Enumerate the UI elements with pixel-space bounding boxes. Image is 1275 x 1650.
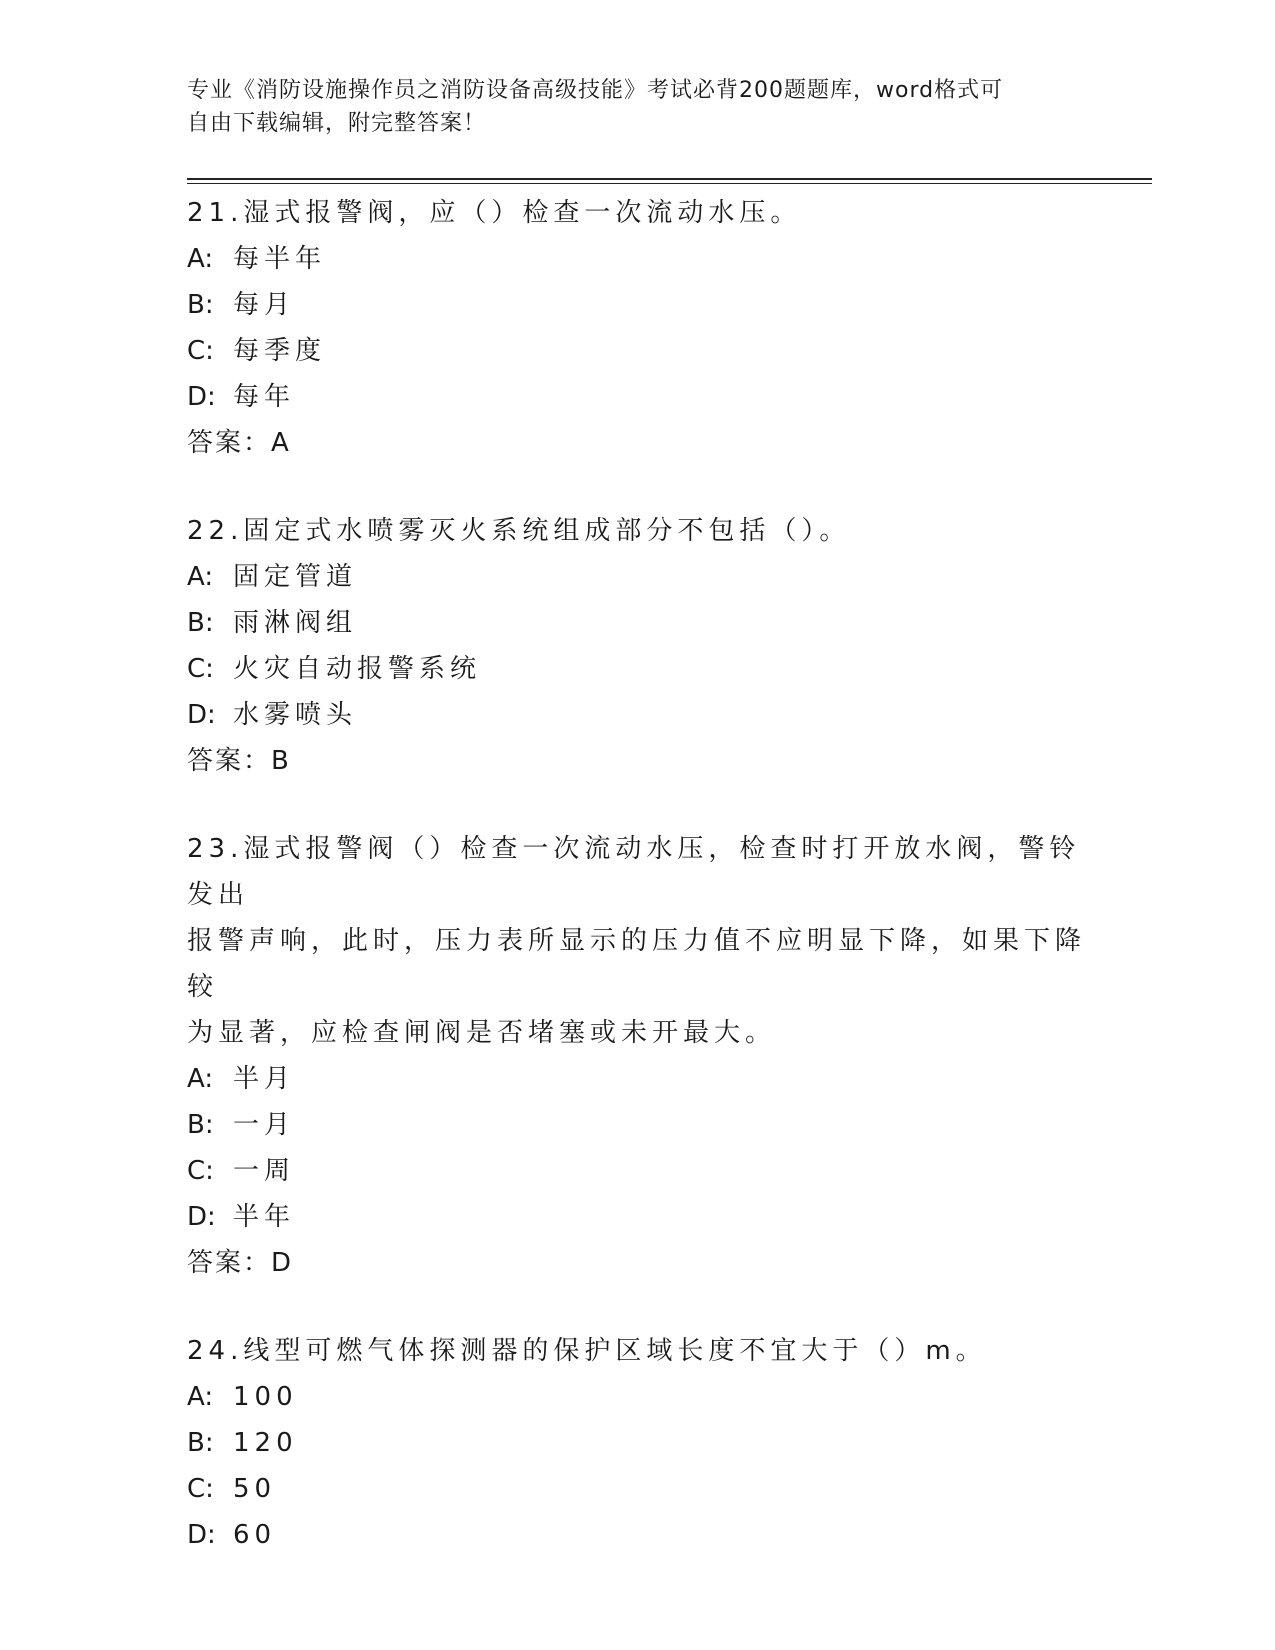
question-21: [187, 190, 1087, 466]
option-a: [187, 1056, 1087, 1102]
option-key: A:: [187, 562, 214, 592]
question-stem-line-1: 23.湿式报警阀（）检查一次流动水压，检查时打开放水阀，警铃发出: [187, 834, 1081, 910]
option-key: C:: [187, 1474, 214, 1504]
option-c: [187, 1148, 1087, 1194]
option-a: [187, 1374, 1087, 1420]
question-stem: 21.湿式报警阀，应（）检查一次流动水压。: [187, 198, 802, 228]
option-key: D:: [187, 1520, 216, 1550]
question-stem-line-2: 报警声响，此时，压力表所显示的压力值不应明显下降，如果下降较: [187, 926, 1087, 1002]
option-key: D:: [187, 382, 216, 412]
option-text: 一月: [233, 1110, 296, 1140]
option-d: [187, 1194, 1087, 1240]
answer-line: 答案：D: [187, 1248, 294, 1278]
option-text: 每季度: [233, 336, 327, 366]
option-text: 水雾喷头: [233, 700, 358, 730]
option-text: 一周: [233, 1156, 296, 1186]
option-key: B:: [187, 290, 214, 320]
option-text: 每月: [233, 290, 296, 320]
option-text: 每年: [233, 382, 296, 412]
question-23: [187, 826, 1087, 1286]
option-a: [187, 554, 1087, 600]
header-line-2: 自由下载编辑，附完整答案！: [187, 111, 487, 136]
option-text: 100: [233, 1382, 298, 1412]
question-24: [187, 1328, 1087, 1558]
option-c: [187, 1466, 1087, 1512]
question-stem: 22.固定式水喷雾灭火系统组成部分不包括（）。: [187, 516, 851, 546]
option-key: B:: [187, 608, 214, 638]
option-text: 半年: [233, 1202, 296, 1232]
document-header: [187, 74, 1087, 140]
option-key: C:: [187, 336, 214, 366]
answer-line: 答案：B: [187, 746, 291, 776]
option-key: B:: [187, 1110, 214, 1140]
option-text: 半月: [233, 1064, 296, 1094]
option-key: B:: [187, 1428, 214, 1458]
option-text: 每半年: [233, 244, 327, 274]
question-list: [187, 190, 1087, 1600]
option-c: [187, 328, 1087, 374]
option-key: D:: [187, 1202, 216, 1232]
header-divider: [187, 178, 1152, 184]
option-text: 火灾自动报警系统: [233, 654, 482, 684]
option-key: D:: [187, 700, 216, 730]
option-text: 120: [233, 1428, 298, 1458]
option-key: A:: [187, 1382, 214, 1412]
option-b: [187, 282, 1087, 328]
option-b: [187, 600, 1087, 646]
option-text: 固定管道: [233, 562, 358, 592]
option-key: A:: [187, 1064, 214, 1094]
option-key: C:: [187, 1156, 214, 1186]
option-d: [187, 692, 1087, 738]
option-text: 50: [233, 1474, 277, 1504]
option-text: 60: [233, 1520, 277, 1550]
option-b: [187, 1420, 1087, 1466]
option-c: [187, 646, 1087, 692]
question-22: [187, 508, 1087, 784]
option-key: A:: [187, 244, 214, 274]
option-d: [187, 1512, 1087, 1558]
question-stem: 24.线型可燃气体探测器的保护区域长度不宜大于（）m。: [187, 1336, 987, 1366]
question-stem-line-3: 为显著，应检查闸阀是否堵塞或未开最大。: [187, 1018, 777, 1048]
option-key: C:: [187, 654, 214, 684]
option-a: [187, 236, 1087, 282]
option-text: 雨淋阀组: [233, 608, 358, 638]
option-d: [187, 374, 1087, 420]
option-b: [187, 1102, 1087, 1148]
header-line-1: 专业《消防设施操作员之消防设备高级技能》考试必背200题题库，word格式可: [187, 78, 1004, 103]
answer-line: 答案：A: [187, 428, 291, 458]
